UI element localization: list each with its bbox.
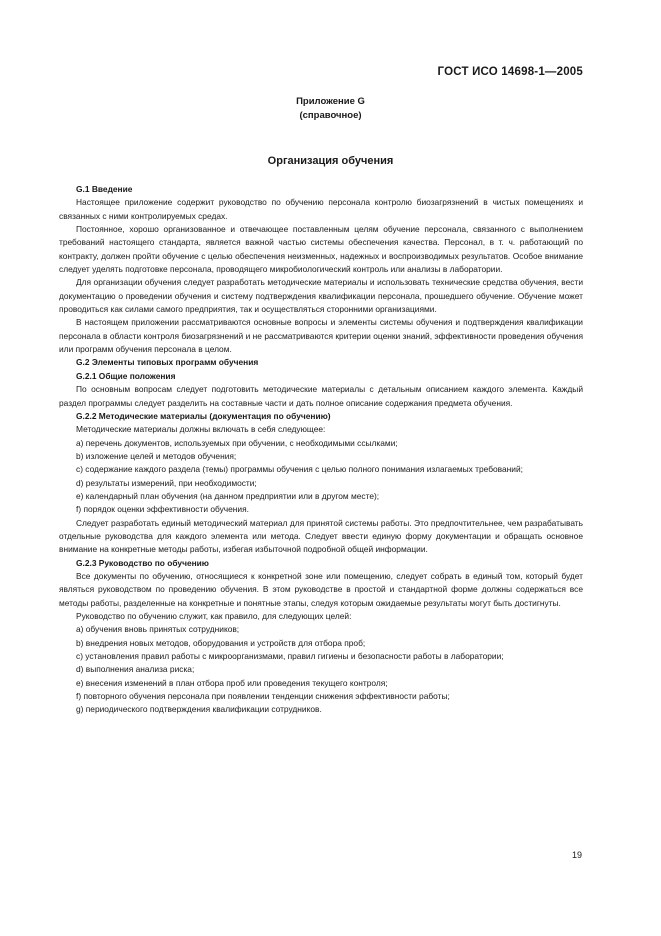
list-item: e) внесения изменений в план отбора проб или проведения текущего контроля;	[76, 677, 388, 688]
list-item: f) повторного обучения персонала при появлении тенденции снижения эффективности работы;	[76, 691, 450, 702]
list-item: a) перечень документов, используемых при обучении, с необходимыми ссылками;	[76, 437, 398, 448]
paragraph: Все документы по обучению, относящиеся к конкретной зоне или помещению, следует собрать в единый том, который будет являться руководством по проведению обучения. В этом руководстве в простой и стандартной форме должны содержаться все методы работы, разделенные на конкретные и понятные этапы, следуя которым ожидаемые результаты могут быть достигнуты.	[59, 570, 583, 608]
list-item: a) обучения вновь принятых сотрудников;	[76, 624, 240, 635]
document-body	[59, 183, 583, 717]
section-heading: G.2 Элементы типовых программ обучения	[76, 357, 259, 368]
paragraph: Для организации обучения следует разработать методические материалы и использовать технические средства обучения, вести документацию о проведении обучения и систему подтверждения квалификации персонала, прошедшего обучение. Обучение может проводиться как силами самого предприятия, так и осуществляться сторонними организациями.	[59, 277, 583, 315]
paragraph: Следует разработать единый методический материал для принятой системы работы. Это предпочтительнее, чем разрабатывать отдельные руководства для каждого элемента или метода. Следует ввести единую форму документации и обращать основное внимание на конкретные методы работы, избегая избыточной подробной общей информации.	[59, 517, 583, 555]
section-heading: G.2.1 Общие положения	[76, 370, 176, 381]
list-item: c) содержание каждого раздела (темы) программы обучения с целью полного понимания излагаемых требований;	[76, 464, 523, 475]
section-heading: G.2.3 Руководство по обучению	[76, 557, 209, 568]
list-item: d) результаты измерений, при необходимости;	[76, 477, 257, 488]
list-item: b) внедрения новых методов, оборудования и устройств для отбора проб;	[76, 637, 366, 648]
paragraph: В настоящем приложении рассматриваются основные вопросы и элементы системы обучения и подтверждения квалификации персонала в области контроля биозагрязнений и не рассматриваются критерии оценки знаний, эффективности проведения обучения или программ обучения персонала в целом.	[59, 317, 583, 355]
list-item: g) периодического подтверждения квалификации сотрудников.	[76, 704, 322, 715]
list-item: f) порядок оценки эффективности обучения.	[76, 504, 249, 515]
section-heading: G.1 Введение	[76, 184, 133, 194]
annex-label: Приложение G	[296, 96, 365, 107]
paragraph: Постоянное, хорошо организованное и отвечающее поставленным целям обучение персонала, связанного с выполнением требований настоящего стандарта, является важной частью системы обеспечения качества. Персонал, в т. ч. работающий по контракту, должен пройти обучение с целью обеспечения неизменных, надежных и воспроизводимых результатов. Особое внимание следует уделять подготовке персонала, проводящего микробиологический контроль или анализы в лаборатории.	[59, 224, 583, 275]
annex-heading	[0, 95, 661, 123]
section-heading: G.2.2 Методические материалы (документация по обучению)	[76, 410, 331, 421]
paragraph: Настоящее приложение содержит руководство по обучению персонала контролю биозагрязнений в чистых помещениях и связанных с ними контролируемых средах.	[59, 197, 583, 221]
annex-title: Организация обучения	[267, 155, 394, 167]
list-item: d) выполнения анализа риска;	[76, 664, 195, 675]
page-number: 19	[571, 850, 582, 860]
paragraph: По основным вопросам следует подготовить методические материалы с детальным описанием каждого элемента. Каждый раздел программы следует разделить на составные части и дать полное описание содержания предмета обучения.	[59, 384, 583, 408]
paragraph: Руководство по обучению служит, как правило, для следующих целей:	[76, 611, 352, 621]
annex-type: (справочное)	[299, 110, 362, 121]
list-item: b) изложение целей и методов обучения;	[76, 450, 237, 461]
paragraph: Методические материалы должны включать в себя следующее:	[76, 424, 326, 435]
list-item: c) установления правил работы с микроорганизмами, правил гигиены и безопасности работы в лаборатории;	[76, 651, 504, 662]
list-item: e) календарный план обучения (на данном предприятии или в другом месте);	[76, 490, 380, 501]
document-code: ГОСТ ИСО 14698-1—2005	[437, 66, 583, 78]
